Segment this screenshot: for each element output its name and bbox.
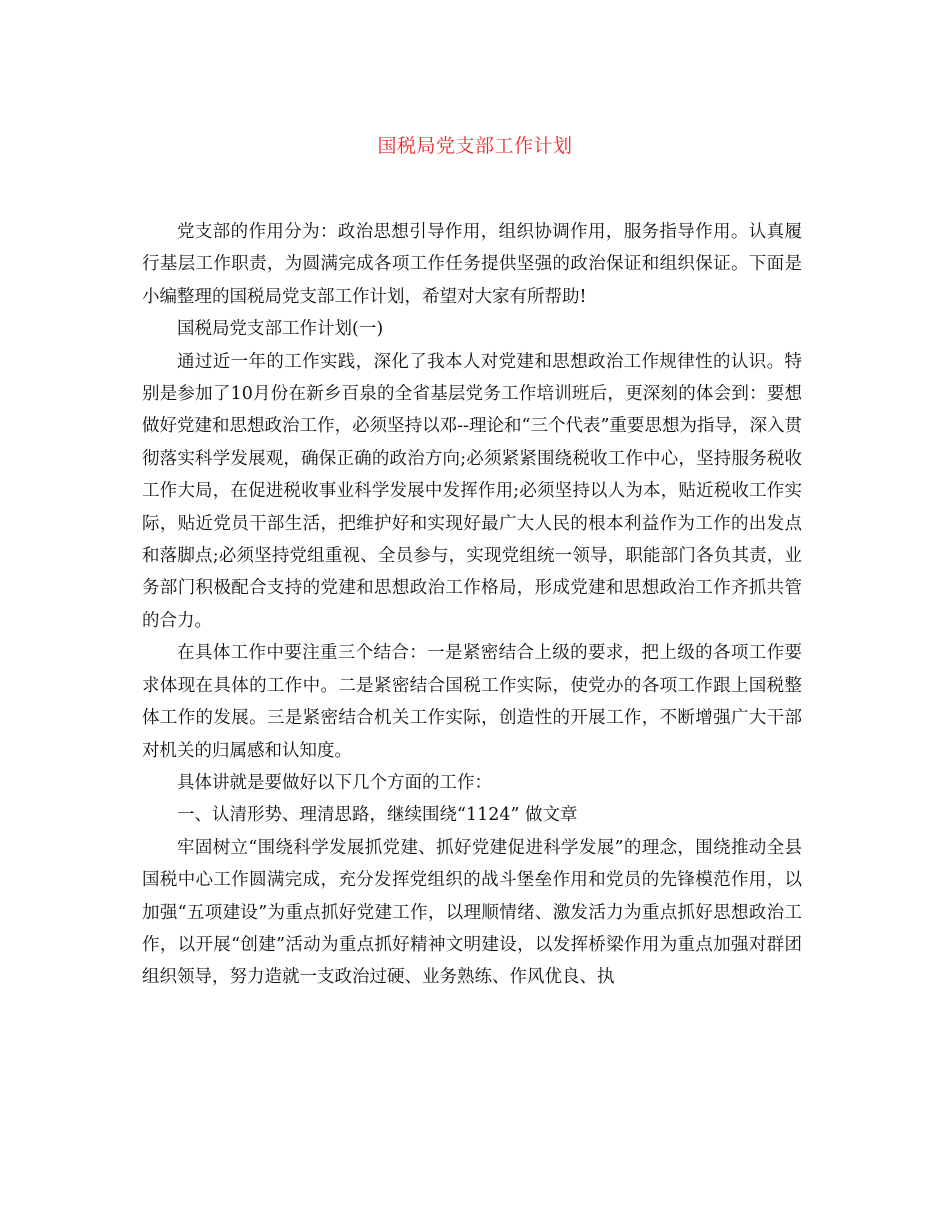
paragraph-three-combinations: 在具体工作中要注重三个结合：一是紧密结合上级的要求，把上级的各项工作要求体现在具体的工作中。二是紧密结合国税工作实际，使党办的各项工作跟上国税整体工作的发展。三是紧密结合机关工作实际，创造性的开展工作，不断增强广大干部对机关的归属感和认知度。: [142, 643, 802, 761]
document-title: 国税局党支部工作计划: [377, 135, 573, 157]
section-heading-plan-one: 国税局党支部工作计划(一): [177, 319, 384, 340]
paragraph-concept: 牢固树立“围绕科学发展抓党建、抓好党建促进科学发展”的理念，围绕推动全县国税中心工作圆满完成，充分发挥党组织的战斗堡垒作用和党员的先锋模范作用，以加强“五项建设”为重点抓好党建工作，以理顺情绪、激发活力为重点抓好思想政治工作，以开展“创建”活动为重点抓好精神文明建设，以发挥桥梁作用为重点加强对群团组织领导，努力造就一支政治过硬、业务熟练、作风优良、执: [142, 837, 802, 988]
paragraph-practice: 通过近一年的工作实践，深化了我本人对党建和思想政治工作规律性的认识。特别是参加了10月份在新乡百泉的全省基层党务工作培训班后，更深刻的体会到：要想做好党建和思想政治工作，必须坚持以邓--理论和“三个代表”重要思想为指导，深入贯彻落实科学发展观，确保正确的政治方向;必须紧紧围绕税收工作中心，坚持服务税收工作大局，在促进税收事业科学发展中发挥作用;必须坚持以人为本，贴近税收工作实际，贴近党员干部生活，把维护好和实现好最广大人民的根本利益作为工作的出发点和落脚点;必须坚持党组重视、全员参与，实现党组统一领导，职能部门各负其责，业务部门积极配合支持的党建和思想政治工作格局，形成党建和思想政治工作齐抓共管的合力。: [142, 351, 802, 631]
section-heading-one: 一、认清形势、理清思路，继续围绕“1124” 做文章: [177, 805, 578, 826]
document-body: [142, 216, 802, 994]
paragraph-tasks-intro: 具体讲就是要做好以下几个方面的工作：: [177, 772, 492, 793]
paragraph-intro: 党支部的作用分为：政治思想引导作用，组织协调作用，服务指导作用。认真履行基层工作职责，为圆满完成各项工作任务提供坚强的政治保证和组织保证。下面是小编整理的国税局党支部工作计划，希望对大家有所帮助!: [142, 222, 802, 307]
